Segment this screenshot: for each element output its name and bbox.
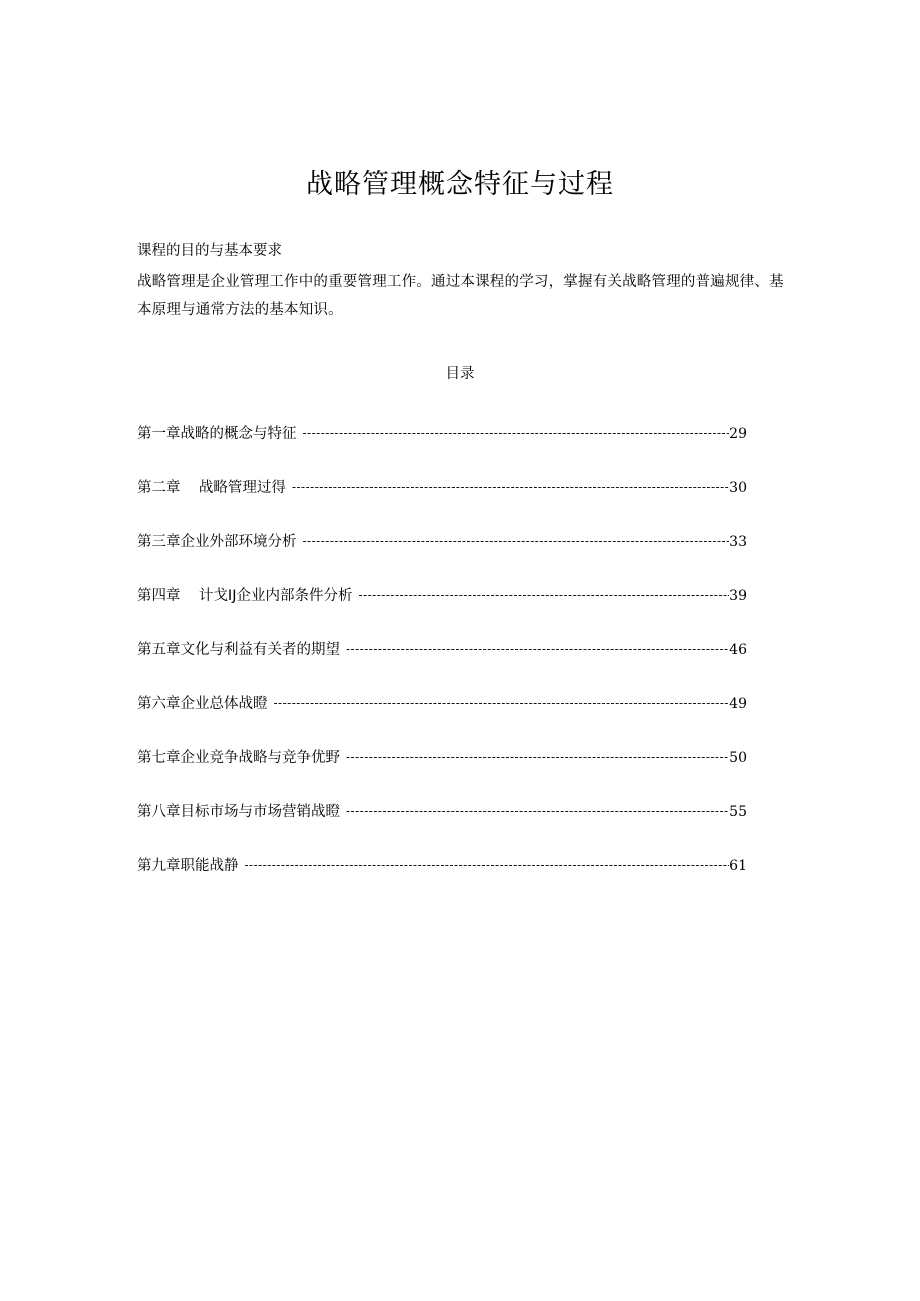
toc-entry-label: 第二章 战略管理过得 <box>137 480 286 496</box>
toc-entry-label: 第三章企业外部环境分析 <box>137 534 297 550</box>
toc-entry-page: 46 <box>729 642 747 658</box>
toc-entry-label: 第七章企业竞争战略与竞争优野 <box>137 750 340 766</box>
toc-entry-label: 第一章战略的概念与特征 <box>137 426 297 442</box>
purpose-heading: 课程的目的与基本要求 <box>137 243 282 259</box>
toc-entry-label: 第九章职能战静 <box>137 858 239 874</box>
toc-entry-chapter-3[interactable] <box>137 529 747 583</box>
toc-entry-label: 第四章 计戈IJ企业内部条件分析 <box>137 588 353 604</box>
toc-entry-chapter-7[interactable] <box>137 745 747 799</box>
toc-entry-label: 第六章企业总体战瞪 <box>137 696 268 712</box>
toc-title: 目录 <box>445 366 475 382</box>
toc-dot-leader <box>303 528 730 554</box>
toc-entry-chapter-4[interactable] <box>137 583 747 637</box>
toc-dot-leader <box>346 798 729 824</box>
toc-dot-leader <box>359 582 730 608</box>
purpose-paragraph: 战略管理是企业管理工作中的重要管理工作。通过本课程的学习，掌握有关战略管理的普遍规律、基本原理与通常方法的基本知识。 <box>137 274 784 318</box>
toc-entry-page: 49 <box>729 696 747 712</box>
toc-dot-leader <box>292 474 729 500</box>
toc-dot-leader <box>303 420 730 446</box>
toc-dot-leader <box>245 852 730 878</box>
toc-entry-page: 50 <box>729 750 747 766</box>
toc-dot-leader <box>274 690 730 716</box>
toc-dot-leader <box>346 744 729 770</box>
toc-dot-leader <box>346 636 729 662</box>
toc-entry-chapter-6[interactable] <box>137 691 747 745</box>
document-title: 战略管理概念特征与过程 <box>306 169 614 200</box>
toc-entry-chapter-9[interactable] <box>137 853 747 907</box>
toc-entry-chapter-1[interactable] <box>137 421 747 475</box>
toc-entry-page: 39 <box>729 588 747 604</box>
toc-entry-page: 55 <box>729 804 747 820</box>
toc-entry-label: 第八章目标市场与市场营销战瞪 <box>137 804 340 820</box>
toc-entry-chapter-5[interactable] <box>137 637 747 691</box>
toc-entry-page: 33 <box>729 534 747 550</box>
toc-entry-page: 61 <box>729 858 747 874</box>
toc-entry-label: 第五章文化与利益有关者的期望 <box>137 642 340 658</box>
toc-entry-chapter-2[interactable] <box>137 475 747 529</box>
toc-entry-page: 29 <box>729 426 747 442</box>
toc-entry-chapter-8[interactable] <box>137 799 747 853</box>
table-of-contents <box>137 421 747 907</box>
toc-entry-page: 30 <box>729 480 747 496</box>
